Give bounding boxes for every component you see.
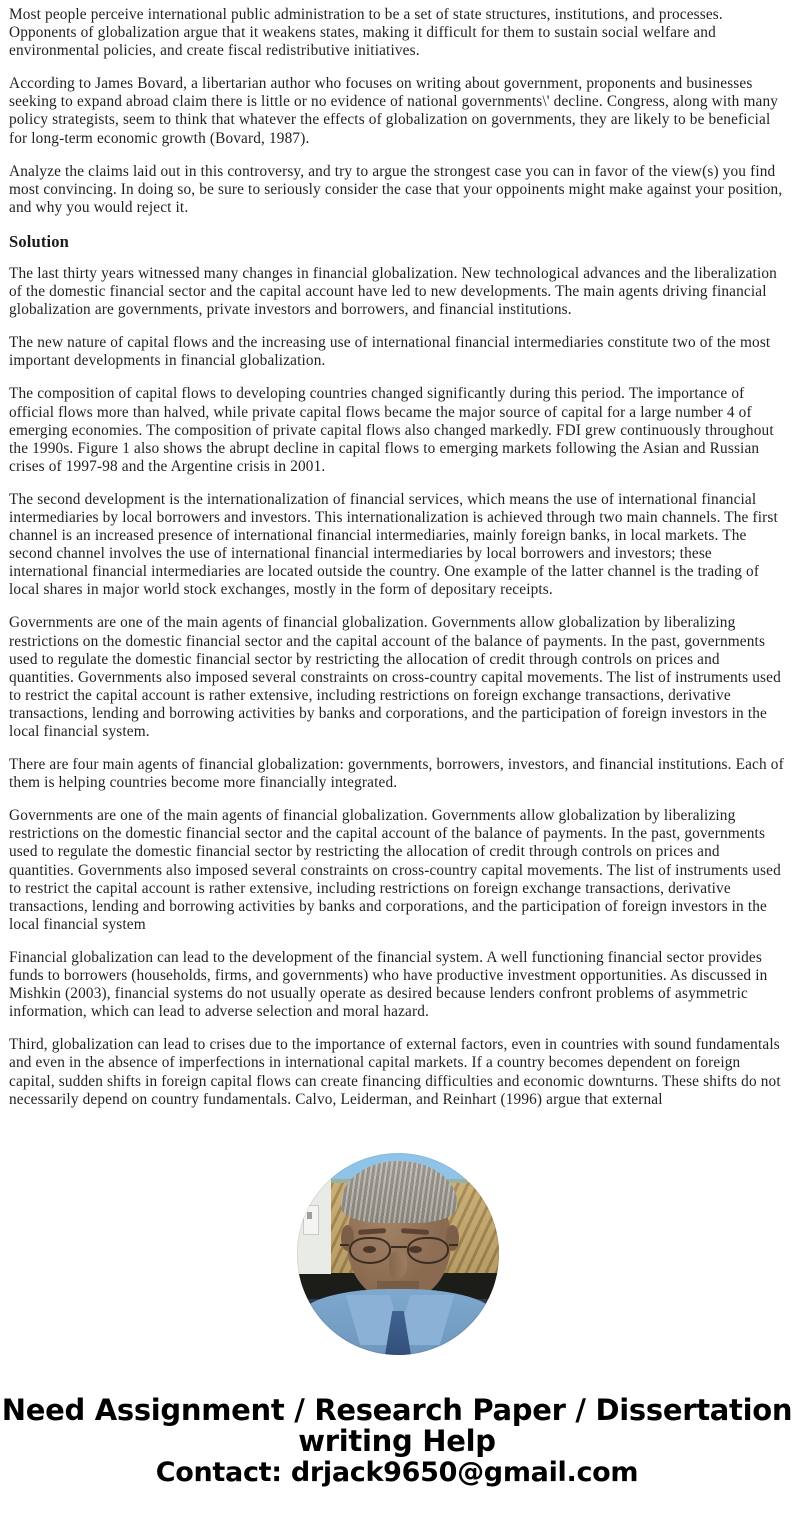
lens-right — [407, 1237, 449, 1264]
hair — [341, 1161, 457, 1223]
solution-paragraph-4: The second development is the internationalization of financial services, which means the use of international financial intermediaries by local borrowers and investors. This internationalization is achieved through two main channels. The first channel is an increased presence of international financial intermediaries, mainly foreign banks, in local markets. The second channel involves the use of international financial intermediaries by local borrowers and investors; these international financial intermediaries are located outside the country. One example of the latter channel is the trading of local shares in major world stock exchanges, mostly in the form of depositary receipts. — [9, 490, 778, 599]
solution-paragraph-1: The last thirty years witnessed many changes in financial globalization. New technological advances and the liberalization of the domestic financial sector and the capital account have led to new developments. The main agents driving financial globalization are governments, private investors and borrowers, and financial institutions. — [9, 264, 777, 319]
prompt-paragraph-3: Analyze the claims laid out in this controversy, and try to argue the strongest case you can in favor of the view(s) you find most convincing. In doing so, be sure to seriously consider the case that your oppoinents might make against your position, and why you would reject it. — [9, 162, 783, 216]
portrait-section — [0, 1125, 794, 1390]
solution-heading: Solution — [9, 231, 70, 251]
nose — [389, 1251, 407, 1279]
glasses-temple-left — [340, 1244, 349, 1246]
lens-left — [349, 1237, 391, 1264]
avatar — [297, 1153, 499, 1355]
promo-headline-line-2: writing Help — [298, 1424, 496, 1458]
solution-paragraph-6: There are four main agents of financial globalization: governments, borrowers, investors, and financial institutions. Each of them is helping countries become more financially integrated. — [9, 756, 784, 792]
solution-paragraph-7: Governments are one of the main agents of financial globalization. Governments allow globalization by liberalizing restrictions on the domestic financial sector and the capital account of the balance of payments. In the past, governments used to regulate the domestic financial sector by restricting the allocation of credit through controls on prices and quantities. Governments also imposed several constraints on cross-country capital movements. The list of instruments used to restrict the capital account is rather extensive, including restrictions on foreign exchange transactions, derivative transactions, lending and borrowing activities by banks and corporations, and the participation of foreign investors in the local financial system — [9, 807, 781, 933]
promo-contact-line: Contact: drjack9650@gmail.com — [155, 1457, 639, 1488]
light-switch-icon — [303, 1205, 319, 1235]
solution-paragraph-5: Governments are one of the main agents of financial globalization. Governments allow globalization by liberalizing restrictions on the domestic financial sector and the capital account of the balance of payments. In the past, governments used to regulate the domestic financial sector by restricting the allocation of credit through controls on prices and quantities. Governments also imposed several constraints on cross-country capital movements. The list of instruments used to restrict the capital account is rather extensive, including restrictions on foreign exchange transactions, derivative transactions, lending and borrowing activities by banks and corporations, and the participation of foreign investors in the local financial system. — [9, 614, 781, 740]
solution-paragraph-2: The new nature of capital flows and the increasing use of international financial intermediaries constitute two of the most important developments in financial globalization. — [9, 334, 771, 370]
prompt-paragraph-2: According to James Bovard, a libertarian author who focuses on writing about government, proponents and businesses seeking to expand abroad claim there is little or no evidence of national governments\' decline. Congress, along with many policy strategists, seem to think that whatever the effects of globalization on governments, they are likely to be beneficial for long-term economic growth (Bovard, 1987). — [9, 75, 779, 147]
prompt-paragraph-1: Most people perceive international public administration to be a set of state structures, institutions, and processes. Opponents of globalization argue that it weakens states, making it difficult for them to sustain social welfare and environmental policies, and create fiscal redistributive initiatives. — [9, 6, 723, 60]
glasses-temple-right — [449, 1244, 458, 1246]
promo-banner — [0, 1395, 794, 1488]
promo-headline-line-1: Need Assignment / Research Paper / Dissertation — [1, 1393, 793, 1427]
solution-paragraph-8: Financial globalization can lead to the development of the financial system. A well functioning financial sector provides funds to borrowers (households, firms, and governments) who have productive investment opportunities. As discussed in Mishkin (2003), financial systems do not usually operate as desired because lenders confront problems of asymmetric information, which can lead to adverse selection and moral hazard. — [9, 948, 768, 1021]
portrait-photo — [297, 1153, 499, 1355]
glasses-bridge — [391, 1246, 407, 1248]
solution-paragraph-9: Third, globalization can lead to crises due to the importance of external factors, even in countries with sound fundamentals and even in the absence of imperfections in international capital markets. If a country becomes dependent on foreign capital, sudden shifts in foreign capital flows can create financing difficulties and economic downturns. These shifts do not necessarily depend on country fundamentals. Calvo, Leiderman, and Reinhart (1996) argue that external — [9, 1036, 781, 1108]
solution-paragraph-3: The composition of capital flows to developing countries changed significantly during this period. The importance of official flows more than halved, while private capital flows became the major source of capital for a large number 4 of emerging economies. The composition of private capital flows also changed markedly. FDI grew continuously throughout the 1990s. Figure 1 also shows the abrupt decline in capital flows to emerging markets following the Asian and Russian crises of 1997-98 and the Argentine crisis in 2001. — [9, 385, 774, 475]
